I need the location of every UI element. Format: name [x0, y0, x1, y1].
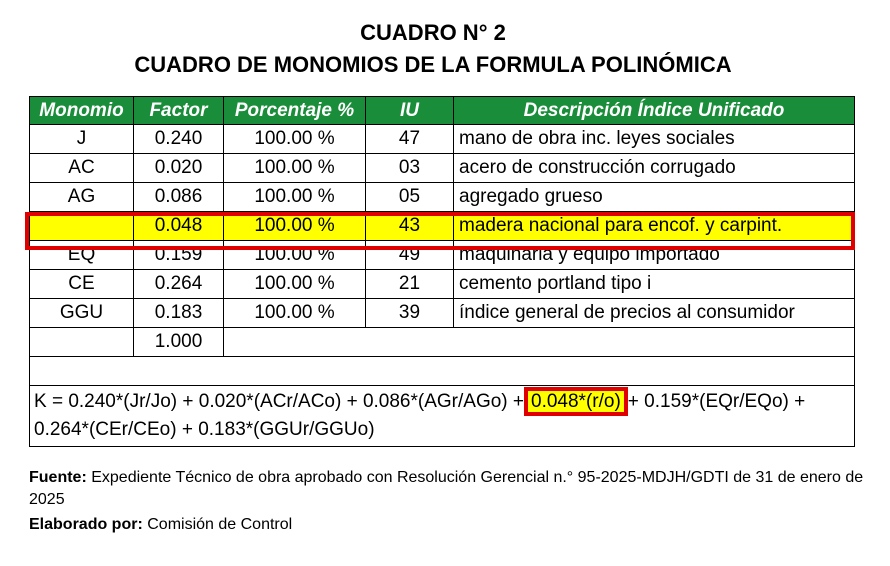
cell-iu: 47 — [366, 125, 454, 154]
cell-iu: 03 — [366, 154, 454, 183]
formula-row — [30, 386, 855, 447]
header-monomio: Monomio — [30, 97, 134, 125]
cell-factor: 0.159 — [134, 241, 224, 270]
cell-empty — [224, 328, 855, 357]
cell-descripcion: acero de construcción corrugado — [454, 154, 855, 183]
cell-porcentaje: 100.00 % — [224, 299, 366, 328]
formula-part1: K = 0.240*(Jr/Jo) + 0.020*(ACr/ACo) + 0.086*(AGr/AGo) + — [34, 391, 525, 412]
cell-iu: 05 — [366, 183, 454, 212]
total-row — [30, 328, 855, 357]
cell-descripcion: mano de obra inc. leyes sociales — [454, 125, 855, 154]
cell-factor: 0.183 — [134, 299, 224, 328]
source-note — [29, 467, 879, 511]
cell-porcentaje: 100.00 % — [224, 270, 366, 299]
cell-iu: 21 — [366, 270, 454, 299]
table-row — [30, 154, 855, 183]
cell-descripcion: agregado grueso — [454, 183, 855, 212]
cell-factor: 0.020 — [134, 154, 224, 183]
formula-part2: + 0.159*(EQr/EQo) + 0.264*(CEr/CEo) + 0.183*(GGUr/GGUo) — [34, 391, 806, 440]
highlight-row-outline — [25, 212, 855, 250]
cell-factor: 0.086 — [134, 183, 224, 212]
cell-descripcion: madera nacional para encof. y carpint. — [454, 212, 855, 241]
cell-monomio: J — [30, 125, 134, 154]
formula-highlight: 0.048*(r/o) — [528, 391, 624, 412]
cell-iu: 49 — [366, 241, 454, 270]
cell-monomio: CE — [30, 270, 134, 299]
cell-descripcion: cemento portland tipo i — [454, 270, 855, 299]
cell-descripcion: índice general de precios al consumidor — [454, 299, 855, 328]
header-descripcion: Descripción Índice Unificado — [454, 97, 855, 125]
source-label: Fuente: — [29, 469, 87, 486]
cell-descripcion: maquinaria y equipo importado — [454, 241, 855, 270]
cell-porcentaje: 100.00 % — [224, 212, 366, 241]
header-porcentaje: Porcentaje % — [224, 97, 366, 125]
header-factor: Factor — [134, 97, 224, 125]
cell-empty — [30, 357, 855, 386]
header-iu: IU — [366, 97, 454, 125]
cell-factor: 0.264 — [134, 270, 224, 299]
table-row — [30, 299, 855, 328]
cell-porcentaje: 100.00 % — [224, 125, 366, 154]
table-row — [30, 270, 855, 299]
table-number-title: CUADRO N° 2 — [360, 20, 506, 45]
cell-empty — [30, 328, 134, 357]
prepared-by-note — [29, 514, 879, 536]
table-row — [30, 183, 855, 212]
cell-porcentaje: 100.00 % — [224, 154, 366, 183]
cell-monomio: GGU — [30, 299, 134, 328]
cell-porcentaje: 100.00 % — [224, 183, 366, 212]
table-header-row — [30, 97, 855, 125]
cell-porcentaje: 100.00 % — [224, 241, 366, 270]
table-title: CUADRO DE MONOMIOS DE LA FORMULA POLINÓMICA — [134, 52, 732, 77]
cell-factor: 0.048 — [134, 212, 224, 241]
polynomial-formula — [30, 386, 855, 447]
prepared-by-label: Elaborado por: — [29, 516, 143, 533]
cell-monomio: AC — [30, 154, 134, 183]
table-row — [30, 125, 855, 154]
source-text: Expediente Técnico de obra aprobado con Resolución Gerencial n.° 95-2025-MDJH/GDTI de 31 de enero de 2025 — [29, 469, 864, 508]
cell-factor: 0.240 — [134, 125, 224, 154]
prepared-by-text: Comisión de Control — [147, 516, 293, 533]
cell-monomio: EQ — [30, 241, 134, 270]
monomials-table — [29, 96, 855, 447]
cell-monomio: AG — [30, 183, 134, 212]
cell-total-factor: 1.000 — [134, 328, 224, 357]
blank-row — [30, 357, 855, 386]
cell-iu: 43 — [366, 212, 454, 241]
cell-iu: 39 — [366, 299, 454, 328]
